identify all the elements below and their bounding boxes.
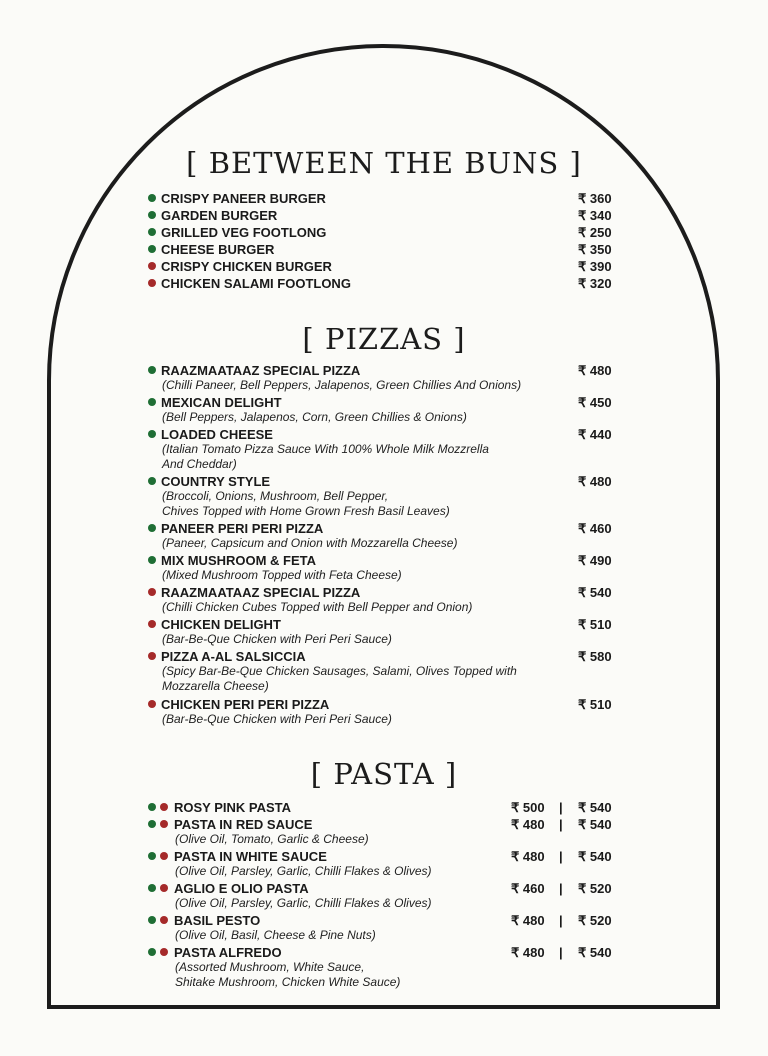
non-veg-dot-icon bbox=[148, 652, 156, 660]
non-veg-price: ₹ 540 bbox=[578, 817, 612, 832]
menu-item bbox=[147, 275, 617, 292]
item-name: GARDEN BURGER bbox=[161, 208, 278, 223]
price-separator: | bbox=[559, 817, 563, 832]
item-description: (Broccoli, Onions, Mushroom, Bell Pepper, bbox=[162, 489, 389, 503]
item-description: Mozzarella Cheese) bbox=[162, 679, 269, 693]
menu-item bbox=[147, 426, 617, 443]
item-price: ₹ 510 bbox=[578, 617, 612, 632]
item-price: ₹ 360 bbox=[578, 191, 612, 206]
item-description: (Assorted Mushroom, White Sauce, bbox=[175, 960, 365, 974]
non-veg-dot-icon bbox=[160, 852, 168, 860]
item-name: PIZZA A-AL SALSICCIA bbox=[161, 649, 306, 664]
item-price: ₹ 440 bbox=[578, 427, 612, 442]
menu-item bbox=[147, 224, 617, 241]
veg-dot-icon bbox=[148, 366, 156, 374]
item-description: (Italian Tomato Pizza Sauce With 100% Whole Milk Mozzrella bbox=[162, 442, 489, 456]
item-name: PASTA IN WHITE SAUCE bbox=[174, 849, 327, 864]
price-separator: | bbox=[559, 849, 563, 864]
item-description: (Olive Oil, Parsley, Garlic, Chilli Flakes & Olives) bbox=[175, 896, 432, 910]
item-price: ₹ 320 bbox=[578, 276, 612, 291]
item-price: ₹ 350 bbox=[578, 242, 612, 257]
non-veg-price: ₹ 540 bbox=[578, 849, 612, 864]
veg-price: ₹ 480 bbox=[511, 849, 545, 864]
item-name: BASIL PESTO bbox=[174, 913, 261, 928]
veg-dot-icon bbox=[148, 398, 156, 406]
item-description: (Mixed Mushroom Topped with Feta Cheese) bbox=[162, 568, 402, 582]
section-title-pasta: [ PASTA ] bbox=[310, 757, 458, 791]
menu-item bbox=[147, 520, 617, 537]
veg-dot-icon bbox=[148, 884, 156, 892]
non-veg-price: ₹ 520 bbox=[578, 913, 612, 928]
item-description: (Olive Oil, Parsley, Garlic, Chilli Flakes & Olives) bbox=[175, 864, 432, 878]
menu-item bbox=[147, 816, 617, 833]
item-name: RAAZMAATAAZ SPECIAL PIZZA bbox=[161, 585, 361, 600]
item-name: CHICKEN PERI PERI PIZZA bbox=[161, 697, 330, 712]
section-title-buns: [ BETWEEN THE BUNS ] bbox=[186, 146, 582, 180]
non-veg-price: ₹ 540 bbox=[578, 945, 612, 960]
veg-price: ₹ 460 bbox=[511, 881, 545, 896]
item-price: ₹ 450 bbox=[578, 395, 612, 410]
veg-price: ₹ 480 bbox=[511, 945, 545, 960]
item-description: (Olive Oil, Basil, Cheese & Pine Nuts) bbox=[175, 928, 376, 942]
item-price: ₹ 390 bbox=[578, 259, 612, 274]
menu-item bbox=[147, 473, 617, 490]
item-name: PASTA IN RED SAUCE bbox=[174, 817, 313, 832]
item-name: LOADED CHEESE bbox=[161, 427, 273, 442]
item-name: PANEER PERI PERI PIZZA bbox=[161, 521, 324, 536]
menu-item bbox=[147, 648, 617, 665]
menu-item bbox=[147, 880, 617, 897]
item-description: And Cheddar) bbox=[162, 457, 237, 471]
non-veg-dot-icon bbox=[148, 262, 156, 270]
item-name: MEXICAN DELIGHT bbox=[161, 395, 282, 410]
item-description: (Bell Peppers, Jalapenos, Corn, Green Chillies & Onions) bbox=[162, 410, 467, 424]
item-price: ₹ 340 bbox=[578, 208, 612, 223]
item-description: Shitake Mushroom, Chicken White Sauce) bbox=[175, 975, 401, 989]
item-description: (Spicy Bar-Be-Que Chicken Sausages, Salami, Olives Topped with bbox=[162, 664, 517, 678]
price-separator: | bbox=[559, 881, 563, 896]
menu-item bbox=[147, 848, 617, 865]
item-description: Chives Topped with Home Grown Fresh Basil Leaves) bbox=[162, 504, 450, 518]
item-description: (Paneer, Capsicum and Onion with Mozzarella Cheese) bbox=[162, 536, 458, 550]
item-price: ₹ 580 bbox=[578, 649, 612, 664]
non-veg-dot-icon bbox=[160, 820, 168, 828]
non-veg-dot-icon bbox=[160, 803, 168, 811]
menu-item bbox=[147, 394, 617, 411]
price-separator: | bbox=[559, 913, 563, 928]
item-name: GRILLED VEG FOOTLONG bbox=[161, 225, 327, 240]
non-veg-dot-icon bbox=[148, 620, 156, 628]
veg-dot-icon bbox=[148, 948, 156, 956]
menu-item bbox=[147, 696, 617, 713]
item-price: ₹ 480 bbox=[578, 474, 612, 489]
item-price: ₹ 510 bbox=[578, 697, 612, 712]
veg-dot-icon bbox=[148, 477, 156, 485]
item-price: ₹ 480 bbox=[578, 363, 612, 378]
veg-price: ₹ 480 bbox=[511, 913, 545, 928]
veg-price: ₹ 480 bbox=[511, 817, 545, 832]
item-name: PASTA ALFREDO bbox=[174, 945, 282, 960]
item-name: CRISPY PANEER BURGER bbox=[161, 191, 326, 206]
section-title-pizzas: [ PIZZAS ] bbox=[302, 322, 466, 356]
veg-dot-icon bbox=[148, 228, 156, 236]
menu-item bbox=[147, 362, 617, 379]
veg-dot-icon bbox=[148, 556, 156, 564]
item-name: MIX MUSHROOM & FETA bbox=[161, 553, 317, 568]
price-separator: | bbox=[559, 800, 563, 815]
non-veg-dot-icon bbox=[148, 700, 156, 708]
item-description: (Chilli Paneer, Bell Peppers, Jalapenos, Green Chillies And Onions) bbox=[162, 378, 522, 392]
item-name: COUNTRY STYLE bbox=[161, 474, 271, 489]
menu-item bbox=[147, 258, 617, 275]
menu-item bbox=[147, 241, 617, 258]
veg-dot-icon bbox=[148, 194, 156, 202]
veg-dot-icon bbox=[148, 852, 156, 860]
menu-item bbox=[147, 552, 617, 569]
non-veg-dot-icon bbox=[160, 884, 168, 892]
veg-dot-icon bbox=[148, 211, 156, 219]
veg-dot-icon bbox=[148, 245, 156, 253]
non-veg-price: ₹ 520 bbox=[578, 881, 612, 896]
veg-dot-icon bbox=[148, 430, 156, 438]
non-veg-dot-icon bbox=[148, 279, 156, 287]
veg-price: ₹ 500 bbox=[511, 800, 545, 815]
item-name: ROSY PINK PASTA bbox=[174, 800, 292, 815]
menu-item bbox=[147, 799, 617, 816]
non-veg-price: ₹ 540 bbox=[578, 800, 612, 815]
item-price: ₹ 540 bbox=[578, 585, 612, 600]
menu-item bbox=[147, 584, 617, 601]
item-description: (Chilli Chicken Cubes Topped with Bell Pepper and Onion) bbox=[162, 600, 473, 614]
non-veg-dot-icon bbox=[160, 948, 168, 956]
item-price: ₹ 460 bbox=[578, 521, 612, 536]
item-description: (Olive Oil, Tomato, Garlic & Cheese) bbox=[175, 832, 369, 846]
item-name: CRISPY CHICKEN BURGER bbox=[161, 259, 332, 274]
menu-item bbox=[147, 616, 617, 633]
item-description: (Bar-Be-Que Chicken with Peri Peri Sauce) bbox=[162, 632, 392, 646]
menu-item bbox=[147, 207, 617, 224]
item-price: ₹ 490 bbox=[578, 553, 612, 568]
veg-dot-icon bbox=[148, 820, 156, 828]
price-separator: | bbox=[559, 945, 563, 960]
menu-item bbox=[147, 912, 617, 929]
item-name: AGLIO E OLIO PASTA bbox=[174, 881, 309, 896]
item-description: (Bar-Be-Que Chicken with Peri Peri Sauce) bbox=[162, 712, 392, 726]
veg-dot-icon bbox=[148, 803, 156, 811]
menu-item bbox=[147, 190, 617, 207]
item-name: CHICKEN SALAMI FOOTLONG bbox=[161, 276, 351, 291]
item-name: CHICKEN DELIGHT bbox=[161, 617, 281, 632]
veg-dot-icon bbox=[148, 524, 156, 532]
item-name: RAAZMAATAAZ SPECIAL PIZZA bbox=[161, 363, 361, 378]
non-veg-dot-icon bbox=[148, 588, 156, 596]
non-veg-dot-icon bbox=[160, 916, 168, 924]
menu-item bbox=[147, 944, 617, 961]
item-name: CHEESE BURGER bbox=[161, 242, 275, 257]
item-price: ₹ 250 bbox=[578, 225, 612, 240]
veg-dot-icon bbox=[148, 916, 156, 924]
